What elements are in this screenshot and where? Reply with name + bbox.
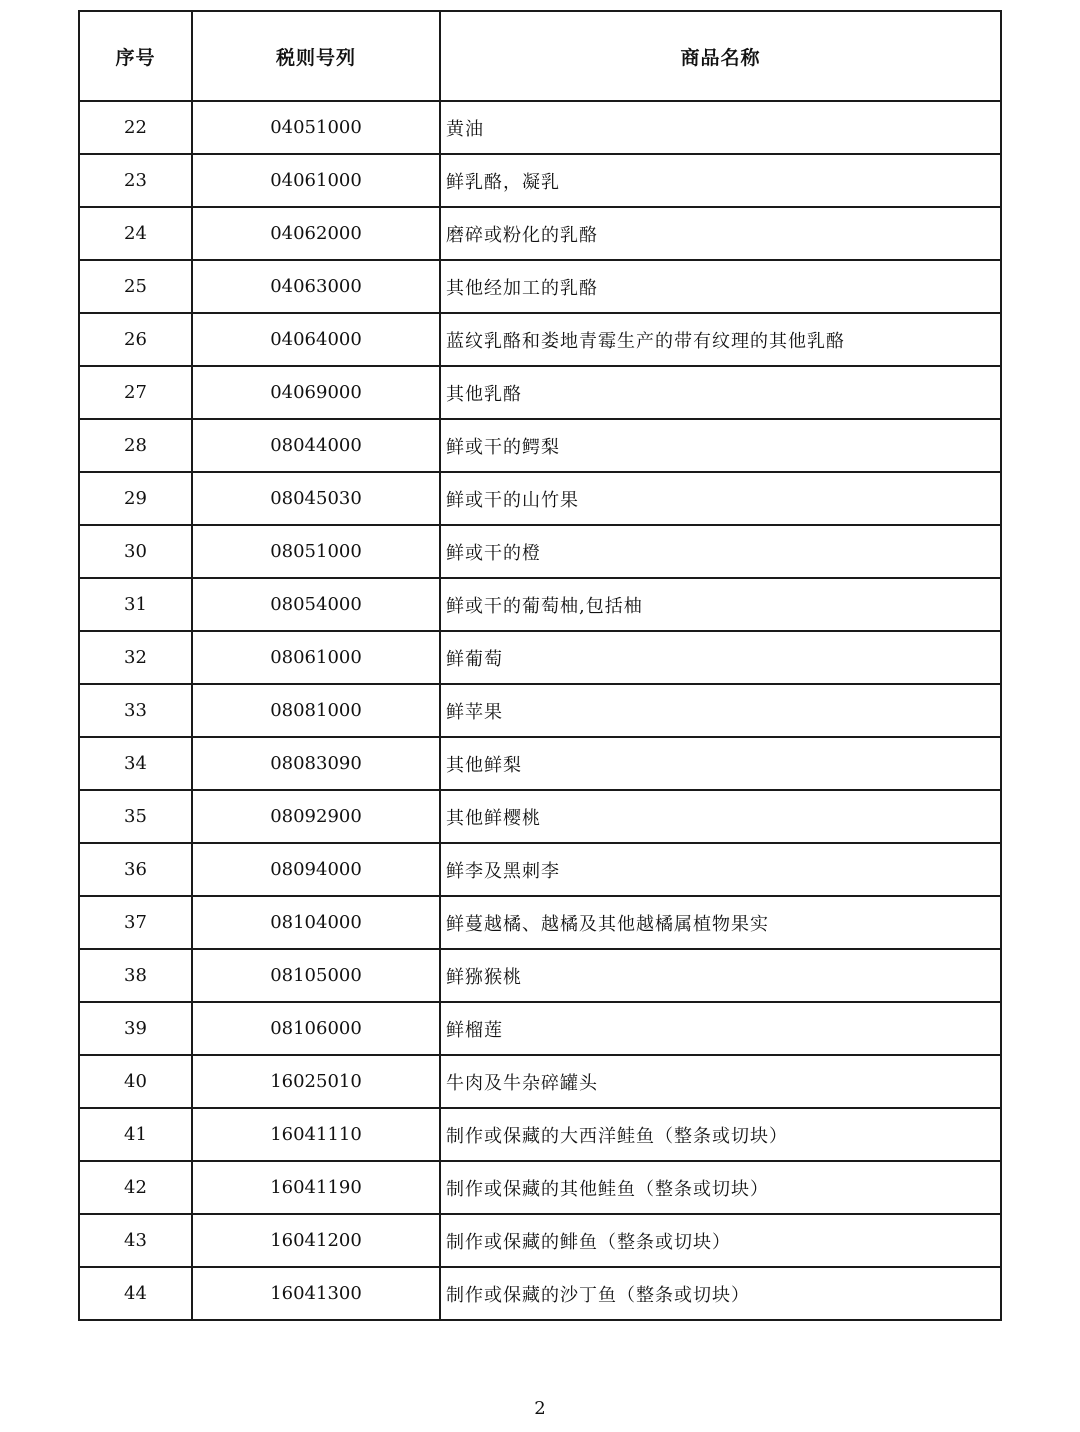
serial-number-cell: 29 — [79, 472, 192, 525]
product-name-cell: 鲜乳酪，凝乳 — [440, 154, 1001, 207]
serial-number-cell: 23 — [79, 154, 192, 207]
tariff-code-cell: 16041190 — [192, 1161, 440, 1214]
serial-number-cell: 42 — [79, 1161, 192, 1214]
serial-number-cell: 38 — [79, 949, 192, 1002]
tariff-code-cell: 08105000 — [192, 949, 440, 1002]
product-name-cell: 其他鲜梨 — [440, 737, 1001, 790]
tariff-code-cell: 08081000 — [192, 684, 440, 737]
product-name-cell: 牛肉及牛杂碎罐头 — [440, 1055, 1001, 1108]
tariff-code-cell: 04062000 — [192, 207, 440, 260]
product-name-cell: 其他鲜樱桃 — [440, 790, 1001, 843]
serial-number-cell: 43 — [79, 1214, 192, 1267]
serial-number-cell: 33 — [79, 684, 192, 737]
serial-number-cell: 32 — [79, 631, 192, 684]
tariff-document — [78, 10, 1000, 1321]
tariff-code-cell: 16041300 — [192, 1267, 440, 1320]
table-row — [79, 472, 1001, 525]
product-name-cell: 鲜李及黑刺李 — [440, 843, 1001, 896]
table-row — [79, 260, 1001, 313]
header-serial-number: 序号 — [79, 11, 192, 101]
table-row — [79, 1161, 1001, 1214]
product-name-cell: 磨碎或粉化的乳酪 — [440, 207, 1001, 260]
product-name-cell: 鲜苹果 — [440, 684, 1001, 737]
tariff-code-cell: 04064000 — [192, 313, 440, 366]
tariff-code-cell: 08044000 — [192, 419, 440, 472]
product-name-cell: 其他乳酪 — [440, 366, 1001, 419]
product-name-cell: 黄油 — [440, 101, 1001, 154]
table-row — [79, 737, 1001, 790]
tariff-table — [78, 10, 1002, 1321]
serial-number-cell: 36 — [79, 843, 192, 896]
tariff-code-cell: 16041200 — [192, 1214, 440, 1267]
table-row — [79, 1267, 1001, 1320]
product-name-cell: 制作或保藏的鲱鱼（整条或切块） — [440, 1214, 1001, 1267]
serial-number-cell: 25 — [79, 260, 192, 313]
tariff-code-cell: 04061000 — [192, 154, 440, 207]
serial-number-cell: 31 — [79, 578, 192, 631]
serial-number-cell: 24 — [79, 207, 192, 260]
product-name-cell: 其他经加工的乳酪 — [440, 260, 1001, 313]
serial-number-cell: 26 — [79, 313, 192, 366]
serial-number-cell: 41 — [79, 1108, 192, 1161]
product-name-cell: 鲜或干的橙 — [440, 525, 1001, 578]
table-row — [79, 366, 1001, 419]
product-name-cell: 鲜猕猴桃 — [440, 949, 1001, 1002]
table-row — [79, 1214, 1001, 1267]
table-row — [79, 1002, 1001, 1055]
serial-number-cell: 22 — [79, 101, 192, 154]
serial-number-cell: 44 — [79, 1267, 192, 1320]
tariff-code-cell: 08083090 — [192, 737, 440, 790]
tariff-code-cell: 08051000 — [192, 525, 440, 578]
product-name-cell: 制作或保藏的大西洋鲑鱼（整条或切块） — [440, 1108, 1001, 1161]
serial-number-cell: 34 — [79, 737, 192, 790]
serial-number-cell: 35 — [79, 790, 192, 843]
serial-number-cell: 28 — [79, 419, 192, 472]
tariff-code-cell: 08061000 — [192, 631, 440, 684]
table-row — [79, 631, 1001, 684]
product-name-cell: 鲜或干的葡萄柚,包括柚 — [440, 578, 1001, 631]
tariff-code-cell: 04063000 — [192, 260, 440, 313]
product-name-cell: 鲜榴莲 — [440, 1002, 1001, 1055]
table-row — [79, 313, 1001, 366]
product-name-cell: 蓝纹乳酪和娄地青霉生产的带有纹理的其他乳酪 — [440, 313, 1001, 366]
tariff-code-cell: 04069000 — [192, 366, 440, 419]
table-row — [79, 101, 1001, 154]
product-name-cell: 鲜葡萄 — [440, 631, 1001, 684]
tariff-code-cell: 08054000 — [192, 578, 440, 631]
product-name-cell: 制作或保藏的其他鲑鱼（整条或切块） — [440, 1161, 1001, 1214]
table-row — [79, 843, 1001, 896]
table-row — [79, 684, 1001, 737]
tariff-code-cell: 04051000 — [192, 101, 440, 154]
header-product-name: 商品名称 — [440, 11, 1001, 101]
table-row — [79, 949, 1001, 1002]
tariff-code-cell: 08045030 — [192, 472, 440, 525]
product-name-cell: 鲜或干的山竹果 — [440, 472, 1001, 525]
table-row — [79, 154, 1001, 207]
table-row — [79, 207, 1001, 260]
table-row — [79, 1055, 1001, 1108]
table-row — [79, 1108, 1001, 1161]
serial-number-cell: 40 — [79, 1055, 192, 1108]
table-row — [79, 790, 1001, 843]
product-name-cell: 鲜或干的鳄梨 — [440, 419, 1001, 472]
table-row — [79, 419, 1001, 472]
page-number: 2 — [534, 1398, 546, 1419]
table-row — [79, 525, 1001, 578]
serial-number-cell: 27 — [79, 366, 192, 419]
header-row — [79, 11, 1001, 101]
product-name-cell: 制作或保藏的沙丁鱼（整条或切块） — [440, 1267, 1001, 1320]
tariff-code-cell: 16025010 — [192, 1055, 440, 1108]
serial-number-cell: 39 — [79, 1002, 192, 1055]
tariff-code-cell: 08094000 — [192, 843, 440, 896]
serial-number-cell: 37 — [79, 896, 192, 949]
tariff-code-cell: 08092900 — [192, 790, 440, 843]
table-row — [79, 896, 1001, 949]
header-tariff-code: 税则号列 — [192, 11, 440, 101]
tariff-code-cell: 08106000 — [192, 1002, 440, 1055]
table-body — [79, 101, 1001, 1320]
table-row — [79, 578, 1001, 631]
tariff-code-cell: 16041110 — [192, 1108, 440, 1161]
serial-number-cell: 30 — [79, 525, 192, 578]
tariff-code-cell: 08104000 — [192, 896, 440, 949]
table-header — [79, 11, 1001, 101]
product-name-cell: 鲜蔓越橘、越橘及其他越橘属植物果实 — [440, 896, 1001, 949]
